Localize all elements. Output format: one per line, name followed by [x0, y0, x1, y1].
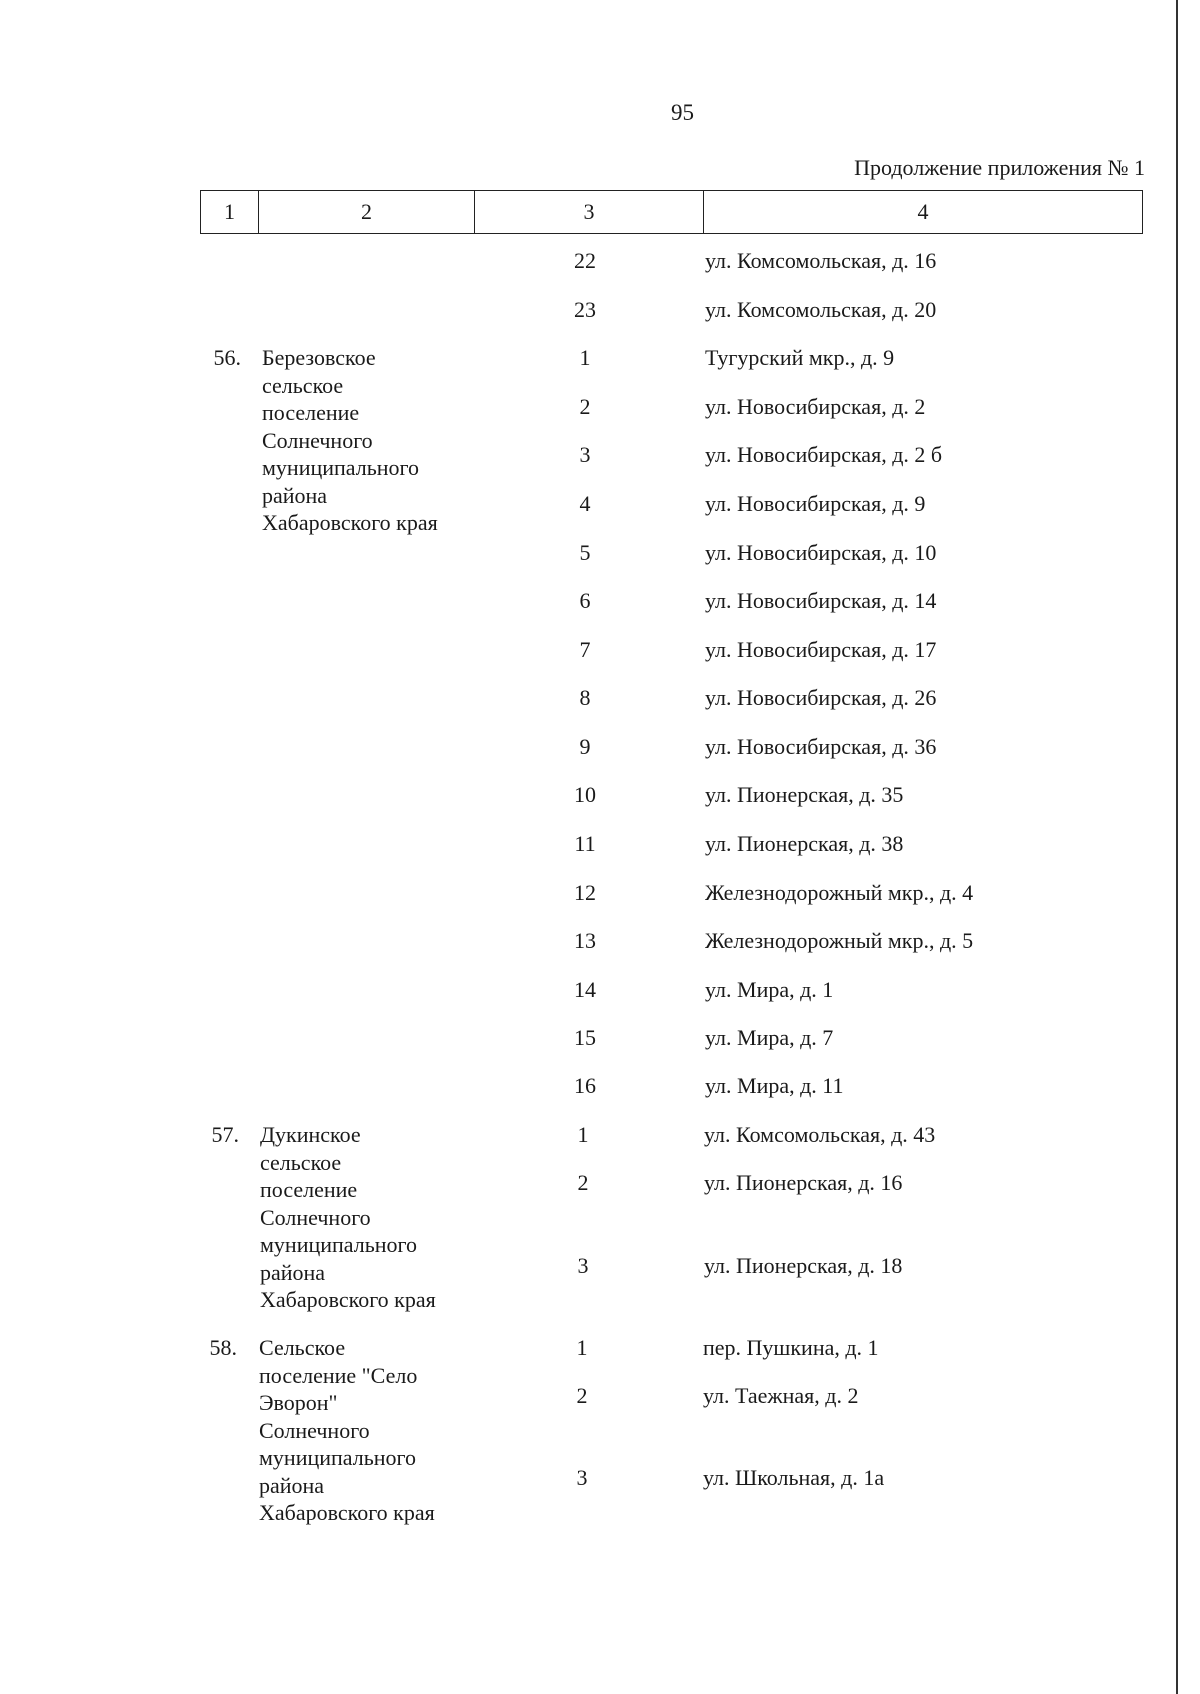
row-number: 5	[579, 540, 591, 565]
entry-number: 57.	[211, 1122, 239, 1147]
row-number: 3	[577, 1253, 589, 1278]
continuation-label: Продолжение приложения № 1	[854, 155, 1145, 180]
row-number: 23	[574, 297, 596, 322]
row-address: ул. Новосибирская, д. 26	[705, 685, 937, 710]
row-address: ул. Новосибирская, д. 9	[705, 491, 926, 516]
row-address: ул. Комсомольская, д. 43	[704, 1122, 936, 1147]
row-address: ул. Комсомольская, д. 16	[705, 248, 937, 273]
row-address: ул. Мира, д. 1	[705, 977, 834, 1002]
row-address: ул. Новосибирская, д. 10	[705, 540, 937, 565]
row-address: ул. Пионерская, д. 18	[704, 1253, 903, 1278]
row-number: 1	[579, 345, 591, 370]
row-address: ул. Пионерская, д. 38	[705, 831, 904, 856]
row-address: ул. Школьная, д. 1а	[703, 1465, 885, 1490]
row-number: 2	[579, 394, 591, 419]
row-number: 1	[577, 1122, 589, 1147]
row-number: 22	[574, 248, 596, 273]
header-column-3: 3	[474, 191, 703, 233]
row-number: 2	[576, 1383, 588, 1408]
header-column-2: 2	[258, 191, 474, 233]
entry-name: Дукинское сельское поселение Солнечного муниципального района Хабаровского края	[260, 1122, 436, 1312]
entry-number: 58.	[209, 1335, 237, 1360]
header-column-1: 1	[224, 199, 235, 224]
row-number: 1	[576, 1335, 588, 1360]
entry-name: Березовское сельское поселение Солнечного муниципального района Хабаровского края	[262, 345, 438, 535]
row-address: Железнодорожный мкр., д. 4	[705, 880, 974, 905]
row-number: 9	[579, 734, 591, 759]
row-number: 11	[574, 831, 596, 856]
row-number: 6	[579, 588, 591, 613]
row-number: 12	[574, 880, 596, 905]
row-address: ул. Новосибирская, д. 14	[705, 588, 937, 613]
row-address: Железнодорожный мкр., д. 5	[705, 928, 974, 953]
row-address: ул. Мира, д. 7	[705, 1025, 834, 1050]
row-number: 4	[579, 491, 591, 516]
row-number: 16	[574, 1073, 596, 1098]
row-address: ул. Новосибирская, д. 2	[705, 394, 926, 419]
header-column-4: 4	[703, 191, 1142, 233]
entry-name: Сельское поселение "Село Эворон" Солнечного муниципального района Хабаровского края	[259, 1335, 435, 1525]
row-number: 8	[579, 685, 591, 710]
row-number: 3	[576, 1465, 588, 1490]
row-number: 14	[574, 977, 596, 1002]
row-address: пер. Пушкина, д. 1	[703, 1335, 879, 1360]
row-number: 15	[574, 1025, 596, 1050]
row-number: 3	[579, 442, 591, 467]
row-number: 7	[579, 637, 591, 662]
row-address: ул. Пионерская, д. 16	[704, 1170, 903, 1195]
page-edge-line	[1176, 0, 1178, 1694]
row-address: ул. Пионерская, д. 35	[705, 782, 904, 807]
row-address: ул. Мира, д. 11	[705, 1073, 844, 1098]
row-number: 10	[574, 782, 596, 807]
entry-number: 56.	[213, 345, 241, 370]
page-number: 95	[671, 100, 694, 125]
row-address: ул. Новосибирская, д. 36	[705, 734, 937, 759]
row-number: 13	[574, 928, 596, 953]
row-address: ул. Комсомольская, д. 20	[705, 297, 937, 322]
row-address: ул. Новосибирская, д. 17	[705, 637, 937, 662]
row-address: ул. Новосибирская, д. 2 б	[705, 442, 943, 467]
row-number: 2	[577, 1170, 589, 1195]
row-address: ул. Таежная, д. 2	[703, 1383, 859, 1408]
table-header	[200, 190, 1143, 234]
row-address: Тугурский мкр., д. 9	[705, 345, 895, 370]
